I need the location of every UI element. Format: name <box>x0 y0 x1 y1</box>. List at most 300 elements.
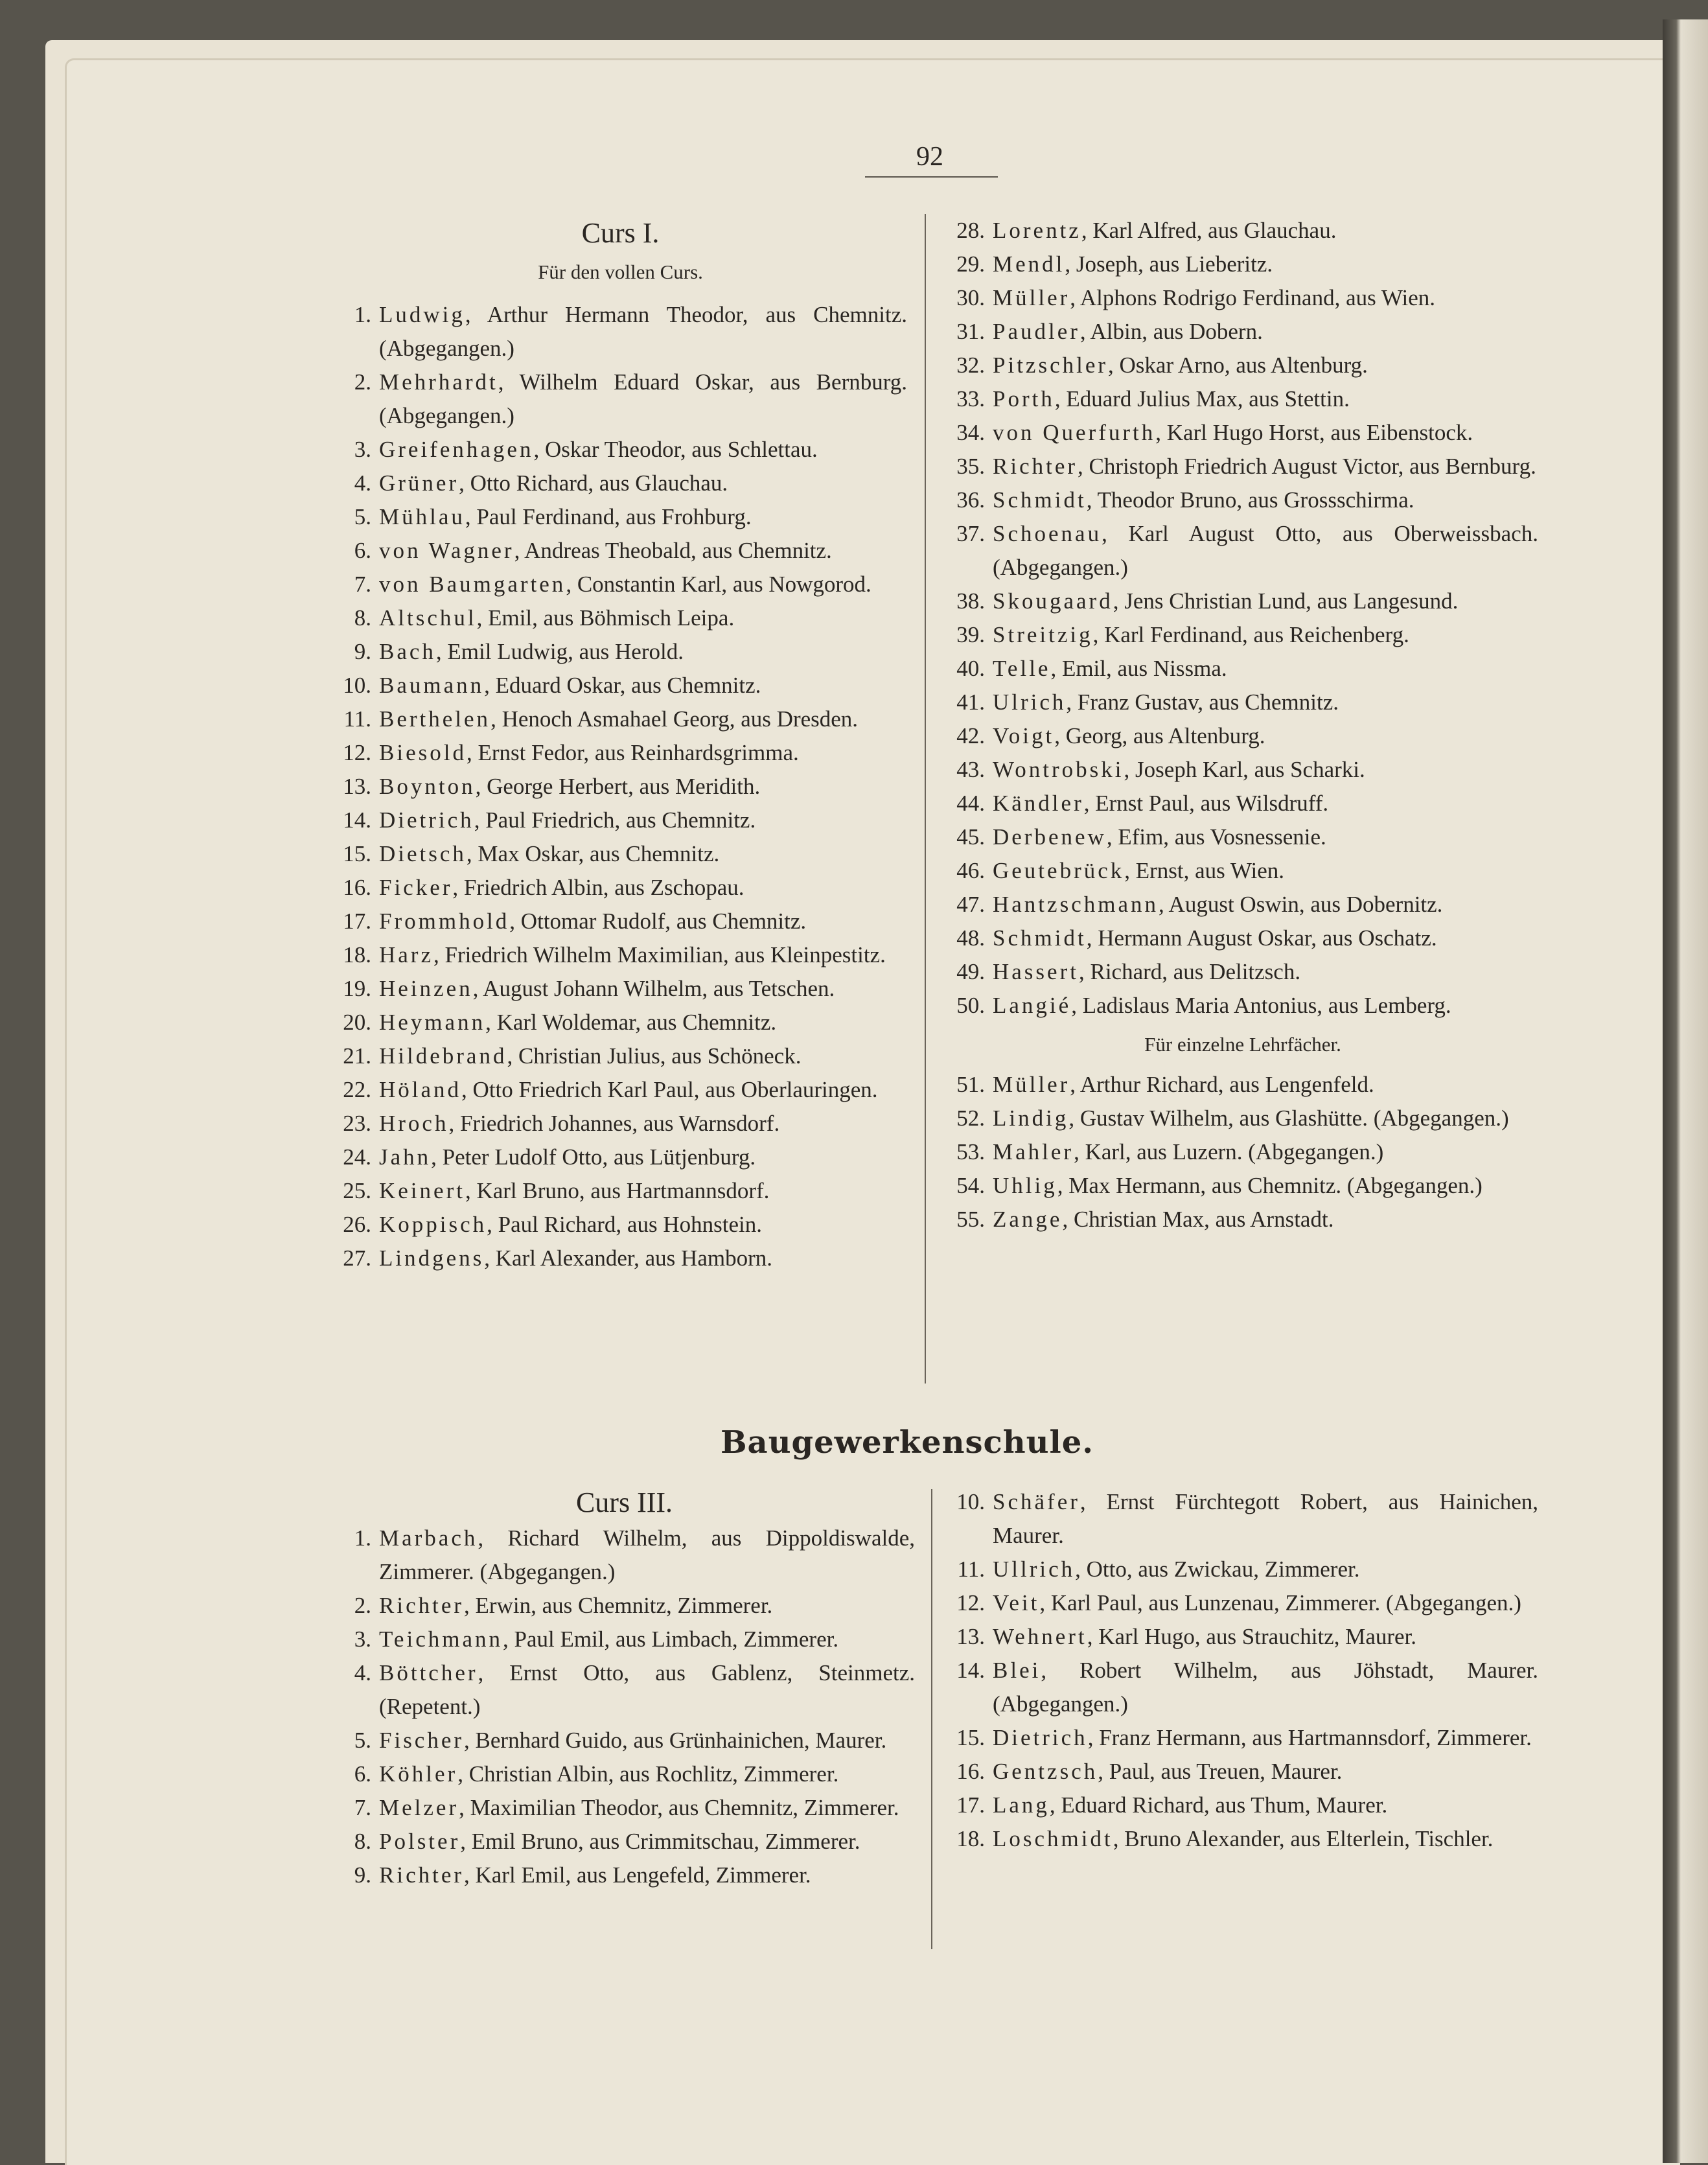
list-item <box>947 618 1538 652</box>
item-number: 22. <box>343 1077 371 1102</box>
surname: Böttcher <box>379 1660 478 1685</box>
person-details: , Ernst, aus Wien. <box>1124 858 1285 883</box>
person-details: , Max Oskar, aus Chemnitz. <box>466 841 720 866</box>
surname: Skougaard <box>993 588 1113 614</box>
surname: Kändler <box>993 791 1084 816</box>
list-item <box>334 905 907 938</box>
person-details: , August Oswin, aus Dobernitz. <box>1158 892 1443 917</box>
item-number: 9. <box>354 639 371 664</box>
item-number: 13. <box>343 774 371 799</box>
surname: Müller <box>993 1072 1070 1097</box>
item-number: 50. <box>956 993 985 1018</box>
surname: Heymann <box>379 1010 486 1035</box>
person-details: , Robert Wilhelm, aus Jöhstadt, Maurer. (Abgegangen.) <box>993 1658 1538 1717</box>
item-number: 7. <box>354 1795 371 1820</box>
person-details: , Henoch Asmahael Georg, aus Dresden. <box>490 706 859 732</box>
list-item <box>334 534 907 568</box>
item-number: 6. <box>354 1761 371 1787</box>
list-item <box>947 753 1538 787</box>
item-number: 43. <box>956 757 985 782</box>
list-item <box>947 686 1538 719</box>
column-divider-bottom <box>931 1489 932 1949</box>
surname: Berthelen <box>379 706 491 732</box>
list-item <box>947 854 1538 888</box>
item-number: 41. <box>956 689 985 715</box>
surname: Schoenau <box>993 521 1102 546</box>
surname: Lindgens <box>379 1245 485 1271</box>
item-number: 11. <box>957 1557 985 1582</box>
list-item <box>334 972 907 1006</box>
single-subjects-title: Für einzelne Lehrfächer. <box>1144 1033 1341 1056</box>
curs3-right-column <box>947 1485 1538 1856</box>
item-number: 36. <box>956 487 985 513</box>
surname: Dietrich <box>993 1725 1088 1750</box>
item-number: 51. <box>956 1072 985 1097</box>
list-item <box>947 1755 1538 1789</box>
person-details: , Christoph Friedrich August Victor, aus Bernburg. <box>1078 454 1536 479</box>
item-number: 32. <box>956 353 985 378</box>
surname: Harz <box>379 942 434 967</box>
surname: Greifenhagen <box>379 437 534 462</box>
person-details: , Peter Ludolf Otto, aus Lütjenburg. <box>431 1144 756 1170</box>
surname: Bach <box>379 639 436 664</box>
curs3-right-list <box>947 1485 1538 1856</box>
surname: Höland <box>379 1077 462 1102</box>
item-number: 18. <box>343 942 371 967</box>
list-item <box>947 1822 1538 1856</box>
list-item <box>947 989 1538 1023</box>
person-details: , Erwin, aus Chemnitz, Zimmerer. <box>464 1593 773 1618</box>
person-details: , Paul Friedrich, aus Chemnitz. <box>474 807 756 833</box>
surname: Gentzsch <box>993 1759 1098 1784</box>
person-details: , Georg, aus Altenburg. <box>1054 723 1265 748</box>
person-details: , Emil, aus Nissma. <box>1050 656 1227 681</box>
item-number: 38. <box>956 588 985 614</box>
surname: Zange <box>993 1207 1063 1232</box>
person-details: , Friedrich Johannes, aus Warnsdorf. <box>448 1111 780 1136</box>
item-number: 25. <box>343 1178 371 1203</box>
item-number: 19. <box>343 976 371 1001</box>
item-number: 26. <box>343 1212 371 1237</box>
surname: Ullrich <box>993 1557 1076 1582</box>
item-number: 15. <box>343 841 371 866</box>
list-item <box>334 804 907 837</box>
item-number: 42. <box>956 723 985 748</box>
single-subjects-list <box>947 1068 1538 1236</box>
item-number: 5. <box>354 1728 371 1753</box>
list-item <box>947 1586 1538 1620</box>
surname: Heinzen <box>379 976 473 1001</box>
surname: Richter <box>993 454 1078 479</box>
list-item <box>334 1724 915 1757</box>
list-item <box>334 1757 915 1791</box>
person-details: , Ernst Fedor, aus Reinhardsgrimma. <box>466 740 799 765</box>
list-item <box>334 635 907 669</box>
item-number: 31. <box>956 319 985 344</box>
item-number: 37. <box>956 521 985 546</box>
surname: Telle <box>993 656 1051 681</box>
list-item <box>947 719 1538 753</box>
person-details: , Karl Ferdinand, aus Reichenberg. <box>1092 622 1409 647</box>
surname: Teichmann <box>379 1627 503 1652</box>
surname: Koppisch <box>379 1212 487 1237</box>
item-number: 14. <box>956 1658 985 1683</box>
list-item <box>334 1589 915 1623</box>
list-item <box>334 1858 915 1892</box>
item-number: 27. <box>343 1245 371 1271</box>
item-number: 10. <box>956 1489 985 1514</box>
surname: Köhler <box>379 1761 458 1787</box>
person-details: , Alphons Rodrigo Ferdinand, aus Wien. <box>1070 285 1436 310</box>
item-number: 30. <box>956 285 985 310</box>
list-item <box>947 1068 1538 1102</box>
surname: Polster <box>379 1829 461 1854</box>
curs3-left-list <box>334 1522 915 1892</box>
surname: Keinert <box>379 1178 465 1203</box>
person-details: , Ladislaus Maria Antonius, aus Lemberg. <box>1071 993 1451 1018</box>
list-item <box>947 315 1538 349</box>
person-details: , Eduard Oskar, aus Chemnitz. <box>484 673 761 698</box>
item-number: 48. <box>956 925 985 951</box>
curs1-right-list <box>947 214 1538 1023</box>
list-item <box>334 736 907 770</box>
curs1-right-column <box>947 214 1538 1236</box>
list-item <box>334 1208 907 1242</box>
surname: Richter <box>379 1862 465 1888</box>
person-details: , Oskar Theodor, aus Schlettau. <box>533 437 818 462</box>
item-number: 3. <box>354 1627 371 1652</box>
item-number: 8. <box>354 1829 371 1854</box>
curs1-left-list <box>334 298 907 1275</box>
person-details: , Paul Richard, aus Hohnstein. <box>487 1212 762 1237</box>
surname: Fischer <box>379 1728 465 1753</box>
item-number: 52. <box>956 1106 985 1131</box>
surname: Baumann <box>379 673 485 698</box>
person-details: , Emil Bruno, aus Crimmitschau, Zimmerer. <box>460 1829 860 1854</box>
surname: Jahn <box>379 1144 432 1170</box>
surname: Dietsch <box>379 841 467 866</box>
person-details: , Paul, aus Treuen, Maurer. <box>1098 1759 1343 1784</box>
surname: Grüner <box>379 470 459 496</box>
surname: Boynton <box>379 774 476 799</box>
item-number: 39. <box>956 622 985 647</box>
item-number: 35. <box>956 454 985 479</box>
list-item <box>947 1654 1538 1721</box>
surname: Loschmidt <box>993 1826 1113 1851</box>
curs1-left-column <box>334 214 907 1275</box>
person-details: , Karl Hugo Horst, aus Eibenstock. <box>1155 420 1473 445</box>
person-details: , Joseph, aus Lieberitz. <box>1065 251 1273 277</box>
surname: Lang <box>993 1792 1050 1818</box>
person-details: , Bernhard Guido, aus Grünhainichen, Maurer. <box>464 1728 887 1753</box>
person-details: , George Herbert, aus Meridith. <box>475 774 761 799</box>
item-number: 12. <box>956 1590 985 1615</box>
list-item <box>334 568 907 601</box>
surname: Voigt <box>993 723 1055 748</box>
list-item <box>334 669 907 702</box>
list-item <box>947 1485 1538 1553</box>
person-details: , Paul Ferdinand, aus Frohburg. <box>465 504 752 529</box>
section-title: Baugewerkenschule. <box>720 1424 1094 1461</box>
item-number: 9. <box>354 1862 371 1888</box>
item-number: 7. <box>354 572 371 597</box>
item-number: 46. <box>956 858 985 883</box>
person-details: , Karl August Otto, aus Oberweissbach. (Abgegangen.) <box>993 521 1538 580</box>
surname: Hassert <box>993 959 1079 984</box>
list-item <box>947 1169 1538 1203</box>
list-item <box>947 787 1538 820</box>
person-details: , Ernst Fürchtegott Robert, aus Hainichen, Maurer. <box>993 1489 1538 1548</box>
list-item <box>947 382 1538 416</box>
list-item <box>334 1039 907 1073</box>
item-number: 53. <box>956 1139 985 1164</box>
person-details: , Arthur Richard, aus Lengenfeld. <box>1070 1072 1374 1097</box>
person-details: , Christian Max, aus Arnstadt. <box>1062 1207 1334 1232</box>
surname: Mendl <box>993 251 1065 277</box>
list-item <box>947 450 1538 483</box>
person-details: , Franz Hermann, aus Hartmannsdorf, Zimmerer. <box>1087 1725 1532 1750</box>
surname: Hantzschmann <box>993 892 1159 917</box>
item-number: 2. <box>354 1593 371 1618</box>
person-details: , Friedrich Albin, aus Zschopau. <box>452 875 744 900</box>
item-number: 3. <box>354 437 371 462</box>
item-number: 17. <box>343 909 371 934</box>
person-details: , Christian Albin, aus Rochlitz, Zimmerer. <box>457 1761 839 1787</box>
list-item <box>947 214 1538 248</box>
list-item <box>947 1203 1538 1236</box>
page-edge <box>1663 19 1708 2163</box>
person-details: , Karl Hugo, aus Strauchitz, Maurer. <box>1087 1624 1417 1649</box>
list-item <box>947 517 1538 585</box>
surname: Lorentz <box>993 218 1081 243</box>
list-item <box>947 416 1538 450</box>
person-details: , Christian Julius, aus Schöneck. <box>507 1043 802 1069</box>
page-number: 92 <box>916 142 943 172</box>
person-details: , Gustav Wilhelm, aus Glashütte. (Abgegangen.) <box>1068 1106 1509 1131</box>
item-number: 12. <box>343 740 371 765</box>
surname: von Querfurth <box>993 420 1156 445</box>
item-number: 33. <box>956 386 985 411</box>
person-details: , Friedrich Wilhelm Maximilian, aus Kleinpestitz. <box>433 942 886 967</box>
list-item <box>334 1006 907 1039</box>
list-item <box>334 1522 915 1589</box>
list-item <box>334 871 907 905</box>
person-details: , Hermann August Oskar, aus Oschatz. <box>1086 925 1437 951</box>
surname: Altschul <box>379 605 477 631</box>
person-details: , Paul Emil, aus Limbach, Zimmerer. <box>503 1627 839 1652</box>
item-number: 15. <box>956 1725 985 1750</box>
surname: Hroch <box>379 1111 449 1136</box>
person-details: , Max Hermann, aus Chemnitz. (Abgegangen.) <box>1057 1173 1483 1198</box>
item-number: 49. <box>956 959 985 984</box>
person-details: , August Johann Wilhelm, aus Tetschen. <box>472 976 835 1001</box>
person-details: , Wilhelm Eduard Oskar, aus Bernburg. (Abgegangen.) <box>379 369 907 428</box>
list-item <box>334 467 907 500</box>
surname: Schmidt <box>993 925 1087 951</box>
list-item <box>334 1656 915 1724</box>
item-number: 8. <box>354 605 371 631</box>
surname: Schmidt <box>993 487 1087 513</box>
item-number: 1. <box>354 302 371 327</box>
list-item <box>334 938 907 972</box>
person-details: , Franz Gustav, aus Chemnitz. <box>1066 689 1339 715</box>
list-item <box>947 1102 1538 1135</box>
item-number: 54. <box>956 1173 985 1198</box>
item-number: 14. <box>343 807 371 833</box>
surname: Pitzschler <box>993 353 1109 378</box>
list-item <box>947 1620 1538 1654</box>
list-item <box>334 1791 915 1825</box>
surname: Dietrich <box>379 807 474 833</box>
item-number: 11. <box>343 706 371 732</box>
list-item <box>947 955 1538 989</box>
surname: Geutebrück <box>993 858 1125 883</box>
item-number: 29. <box>956 251 985 277</box>
list-item <box>947 483 1538 517</box>
person-details: , Richard, aus Delitzsch. <box>1078 959 1301 984</box>
person-details: , Eduard Richard, aus Thum, Maurer. <box>1049 1792 1388 1818</box>
person-details: , Jens Christian Lund, aus Langesund. <box>1113 588 1459 614</box>
item-number: 34. <box>956 420 985 445</box>
list-item <box>947 585 1538 618</box>
person-details: , Joseph Karl, aus Scharki. <box>1124 757 1365 782</box>
surname: Porth <box>993 386 1055 411</box>
page-number-rule <box>865 176 998 178</box>
list-item <box>947 349 1538 382</box>
person-details: , Otto, aus Zwickau, Zimmerer. <box>1075 1557 1360 1582</box>
list-item <box>334 770 907 804</box>
item-number: 40. <box>956 656 985 681</box>
list-item <box>334 702 907 736</box>
item-number: 1. <box>354 1525 371 1551</box>
curs1-subtitle: Für den vollen Curs. <box>538 260 703 283</box>
surname: Wehnert <box>993 1624 1087 1649</box>
surname: Wontrobski <box>993 757 1124 782</box>
person-details: , Bruno Alexander, aus Elterlein, Tischler. <box>1113 1826 1494 1851</box>
item-number: 5. <box>354 504 371 529</box>
person-details: , Richard Wilhelm, aus Dippoldiswalde, Zimmerer. (Abgegangen.) <box>379 1525 915 1584</box>
person-details: , Efim, aus Vosnessenie. <box>1106 824 1326 850</box>
item-number: 16. <box>343 875 371 900</box>
list-item <box>334 1107 907 1140</box>
item-number: 23. <box>343 1111 371 1136</box>
item-number: 4. <box>354 470 371 496</box>
surname: Mahler <box>993 1139 1074 1164</box>
item-number: 24. <box>343 1144 371 1170</box>
person-details: , Theodor Bruno, aus Grossschirma. <box>1086 487 1414 513</box>
surname: Mehrhardt <box>379 369 498 395</box>
list-item <box>334 1174 907 1208</box>
list-item <box>947 888 1538 921</box>
list-item <box>947 1721 1538 1755</box>
list-item <box>947 248 1538 281</box>
list-item <box>334 1825 915 1858</box>
surname: von Wagner <box>379 538 514 563</box>
surname: von Baumgarten <box>379 572 566 597</box>
person-details: , Karl Emil, aus Lengefeld, Zimmerer. <box>464 1862 811 1888</box>
person-details: , Karl Paul, aus Lunzenau, Zimmerer. (Abgegangen.) <box>1039 1590 1521 1615</box>
item-number: 17. <box>956 1792 985 1818</box>
item-number: 28. <box>956 218 985 243</box>
item-number: 18. <box>956 1826 985 1851</box>
surname: Ulrich <box>993 689 1067 715</box>
person-details: , Ernst Paul, aus Wilsdruff. <box>1083 791 1329 816</box>
person-details: , Karl Woldemar, aus Chemnitz. <box>485 1010 777 1035</box>
surname: Marbach <box>379 1525 478 1551</box>
person-details: , Emil Ludwig, aus Herold. <box>435 639 684 664</box>
person-details: , Emil, aus Böhmisch Leipa. <box>476 605 735 631</box>
list-item <box>334 1623 915 1656</box>
surname: Ludwig <box>379 302 465 327</box>
column-divider-top <box>925 214 926 1384</box>
surname: Lindig <box>993 1106 1069 1131</box>
surname: Streitzig <box>993 622 1093 647</box>
list-item <box>334 601 907 635</box>
item-number: 6. <box>354 538 371 563</box>
surname: Richter <box>379 1593 465 1618</box>
list-item <box>334 1140 907 1174</box>
item-number: 4. <box>354 1660 371 1685</box>
item-number: 2. <box>354 369 371 395</box>
list-item <box>334 433 907 467</box>
list-item <box>334 837 907 871</box>
surname: Schäfer <box>993 1489 1080 1514</box>
surname: Mühlau <box>379 504 465 529</box>
person-details: , Maximilian Theodor, aus Chemnitz, Zimmerer. <box>459 1795 899 1820</box>
surname: Biesold <box>379 740 467 765</box>
surname: Paudler <box>993 319 1080 344</box>
item-number: 13. <box>956 1624 985 1649</box>
list-item <box>947 921 1538 955</box>
person-details: , Otto Friedrich Karl Paul, aus Oberlauringen. <box>461 1077 878 1102</box>
list-item <box>334 1073 907 1107</box>
surname: Uhlig <box>993 1173 1057 1198</box>
list-item <box>947 281 1538 315</box>
list-item <box>334 1242 907 1275</box>
list-item <box>334 365 907 433</box>
item-number: 55. <box>956 1207 985 1232</box>
person-details: , Ottomar Rudolf, aus Chemnitz. <box>509 909 807 934</box>
curs3-left-column <box>334 1484 915 1892</box>
person-details: , Oskar Arno, aus Altenburg. <box>1108 353 1368 378</box>
person-details: , Arthur Hermann Theodor, aus Chemnitz. (Abgegangen.) <box>379 302 907 361</box>
surname: Veit <box>993 1590 1040 1615</box>
person-details: , Karl Bruno, aus Hartmannsdorf. <box>465 1178 770 1203</box>
list-item <box>947 1553 1538 1586</box>
surname: Müller <box>993 285 1070 310</box>
person-details: , Ernst Otto, aus Gablenz, Steinmetz. (Repetent.) <box>379 1660 915 1719</box>
item-number: 16. <box>956 1759 985 1784</box>
list-item <box>947 1789 1538 1822</box>
curs1-title: Curs I. <box>581 217 660 249</box>
person-details: , Karl Alfred, aus Glauchau. <box>1081 218 1337 243</box>
surname: Hildebrand <box>379 1043 507 1069</box>
person-details: , Karl, aus Luzern. (Abgegangen.) <box>1074 1139 1384 1164</box>
person-details: , Constantin Karl, aus Nowgorod. <box>566 572 871 597</box>
list-item <box>947 820 1538 854</box>
curs3-title: Curs III. <box>575 1487 673 1518</box>
surname: Melzer <box>379 1795 459 1820</box>
item-number: 47. <box>956 892 985 917</box>
list-item <box>334 500 907 534</box>
item-number: 10. <box>343 673 371 698</box>
surname: Ficker <box>379 875 453 900</box>
surname: Blei <box>993 1658 1041 1683</box>
person-details: , Karl Alexander, aus Hamborn. <box>484 1245 772 1271</box>
list-item <box>334 298 907 365</box>
list-item <box>947 1135 1538 1169</box>
person-details: , Eduard Julius Max, aus Stettin. <box>1054 386 1350 411</box>
